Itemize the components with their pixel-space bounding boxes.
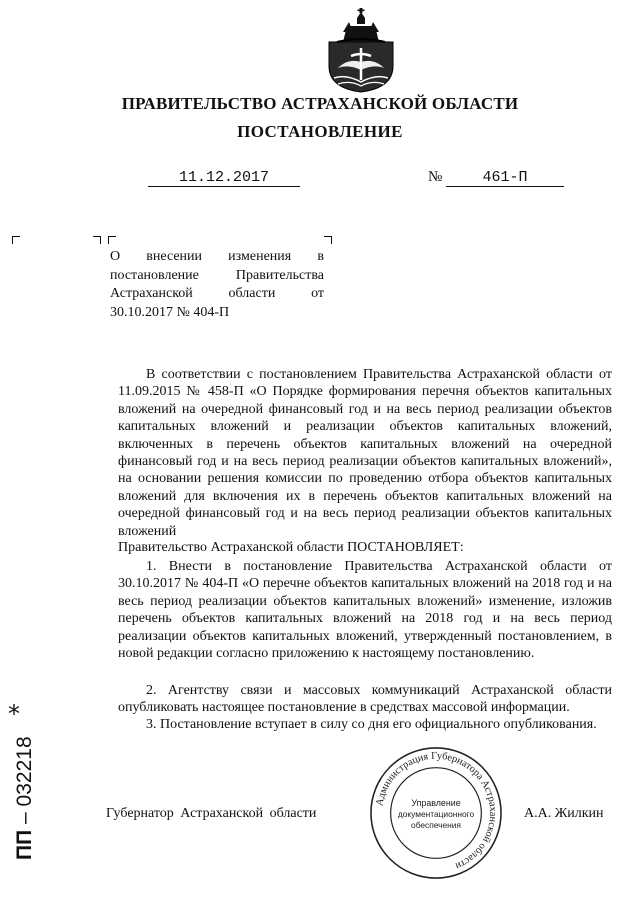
side-code-number: 032218: [13, 736, 36, 807]
government-title: ПРАВИТЕЛЬСТВО АСТРАХАНСКОЙ ОБЛАСТИ: [121, 94, 519, 113]
side-code-dash: –: [13, 812, 36, 824]
decree-subject: О внесении изменения в постановление Правительства Астраханской области от 30.10.2017 № 404-П: [110, 249, 324, 320]
decree-number-label: №: [428, 169, 443, 185]
decree-item-2: 2. Агентству связи и массовых коммуникаций Астраханской области опубликовать настоящее постановление в средствах массовой информации.: [118, 683, 612, 716]
decree-number: 461-П: [446, 170, 564, 187]
decree-resolution-line: Правительство Астраханской области ПОСТАНОВЛЯЕТ:: [118, 540, 464, 555]
signatory-position: Губернатор Астраханской области: [106, 806, 317, 821]
decree-date: 11.12.2017: [148, 170, 300, 187]
stamp-outer-text: Администрация Губернатора Астраханской области: [374, 750, 499, 872]
coat-of-arms-emblem: [326, 8, 396, 94]
side-code-prefix: ПП: [13, 829, 36, 860]
decree-item-3: 3. Постановление вступает в силу со дня его официального опубликования.: [146, 717, 597, 732]
side-asterisk-mark: *: [8, 700, 20, 728]
corner-bracket-mid-right: [108, 236, 116, 244]
decree-item-1: 1. Внести в постановление Правительства Астраханской области от 30.10.2017 № 404-П «О перечне объектов капитальных вложений на 2018 год и на весь период реализации объектов капитальных вложений» изменение, изложив перечень объектов капитальных вложений на 2018 год и на весь период реализации объектов капитальных вложений, утвержденный постановлением, в новой редакции согласно приложению к настоящему постановлению.: [118, 559, 612, 662]
corner-bracket-left: [12, 236, 20, 244]
corner-bracket-right: [324, 236, 332, 244]
signatory-name: А.А. Жилкин: [524, 806, 604, 821]
stamp-inner-line-3: обеспечения: [411, 819, 461, 830]
official-stamp: [367, 744, 505, 882]
corner-bracket-mid-left: [93, 236, 101, 244]
stamp-inner-line-1: Управление: [411, 798, 461, 809]
stamp-inner-line-2: документационного: [397, 808, 475, 819]
preamble-paragraph: В соответствии с постановлением Правительства Астраханской области от 11.09.2015 № 458-П «О Порядке формирования перечня объектов капитальных вложений на очередной финансовый год и на весь период реализации объектов капитальных вложений и реализации объектов капитальных вложений, включенных в перечень объектов капитальных вложений на очередной финансовый год и на весь период реализации объектов капитальных вложений», на основании решения комиссии по проведению отбора объектов капитальных вложений для включения их в перечень объектов капитальных вложений на очередной финансовый год и на весь период реализации объектов капитальных вложений: [118, 367, 612, 539]
document-type-title: ПОСТАНОВЛЕНИЕ: [237, 122, 403, 141]
side-registration-code: [13, 736, 37, 860]
